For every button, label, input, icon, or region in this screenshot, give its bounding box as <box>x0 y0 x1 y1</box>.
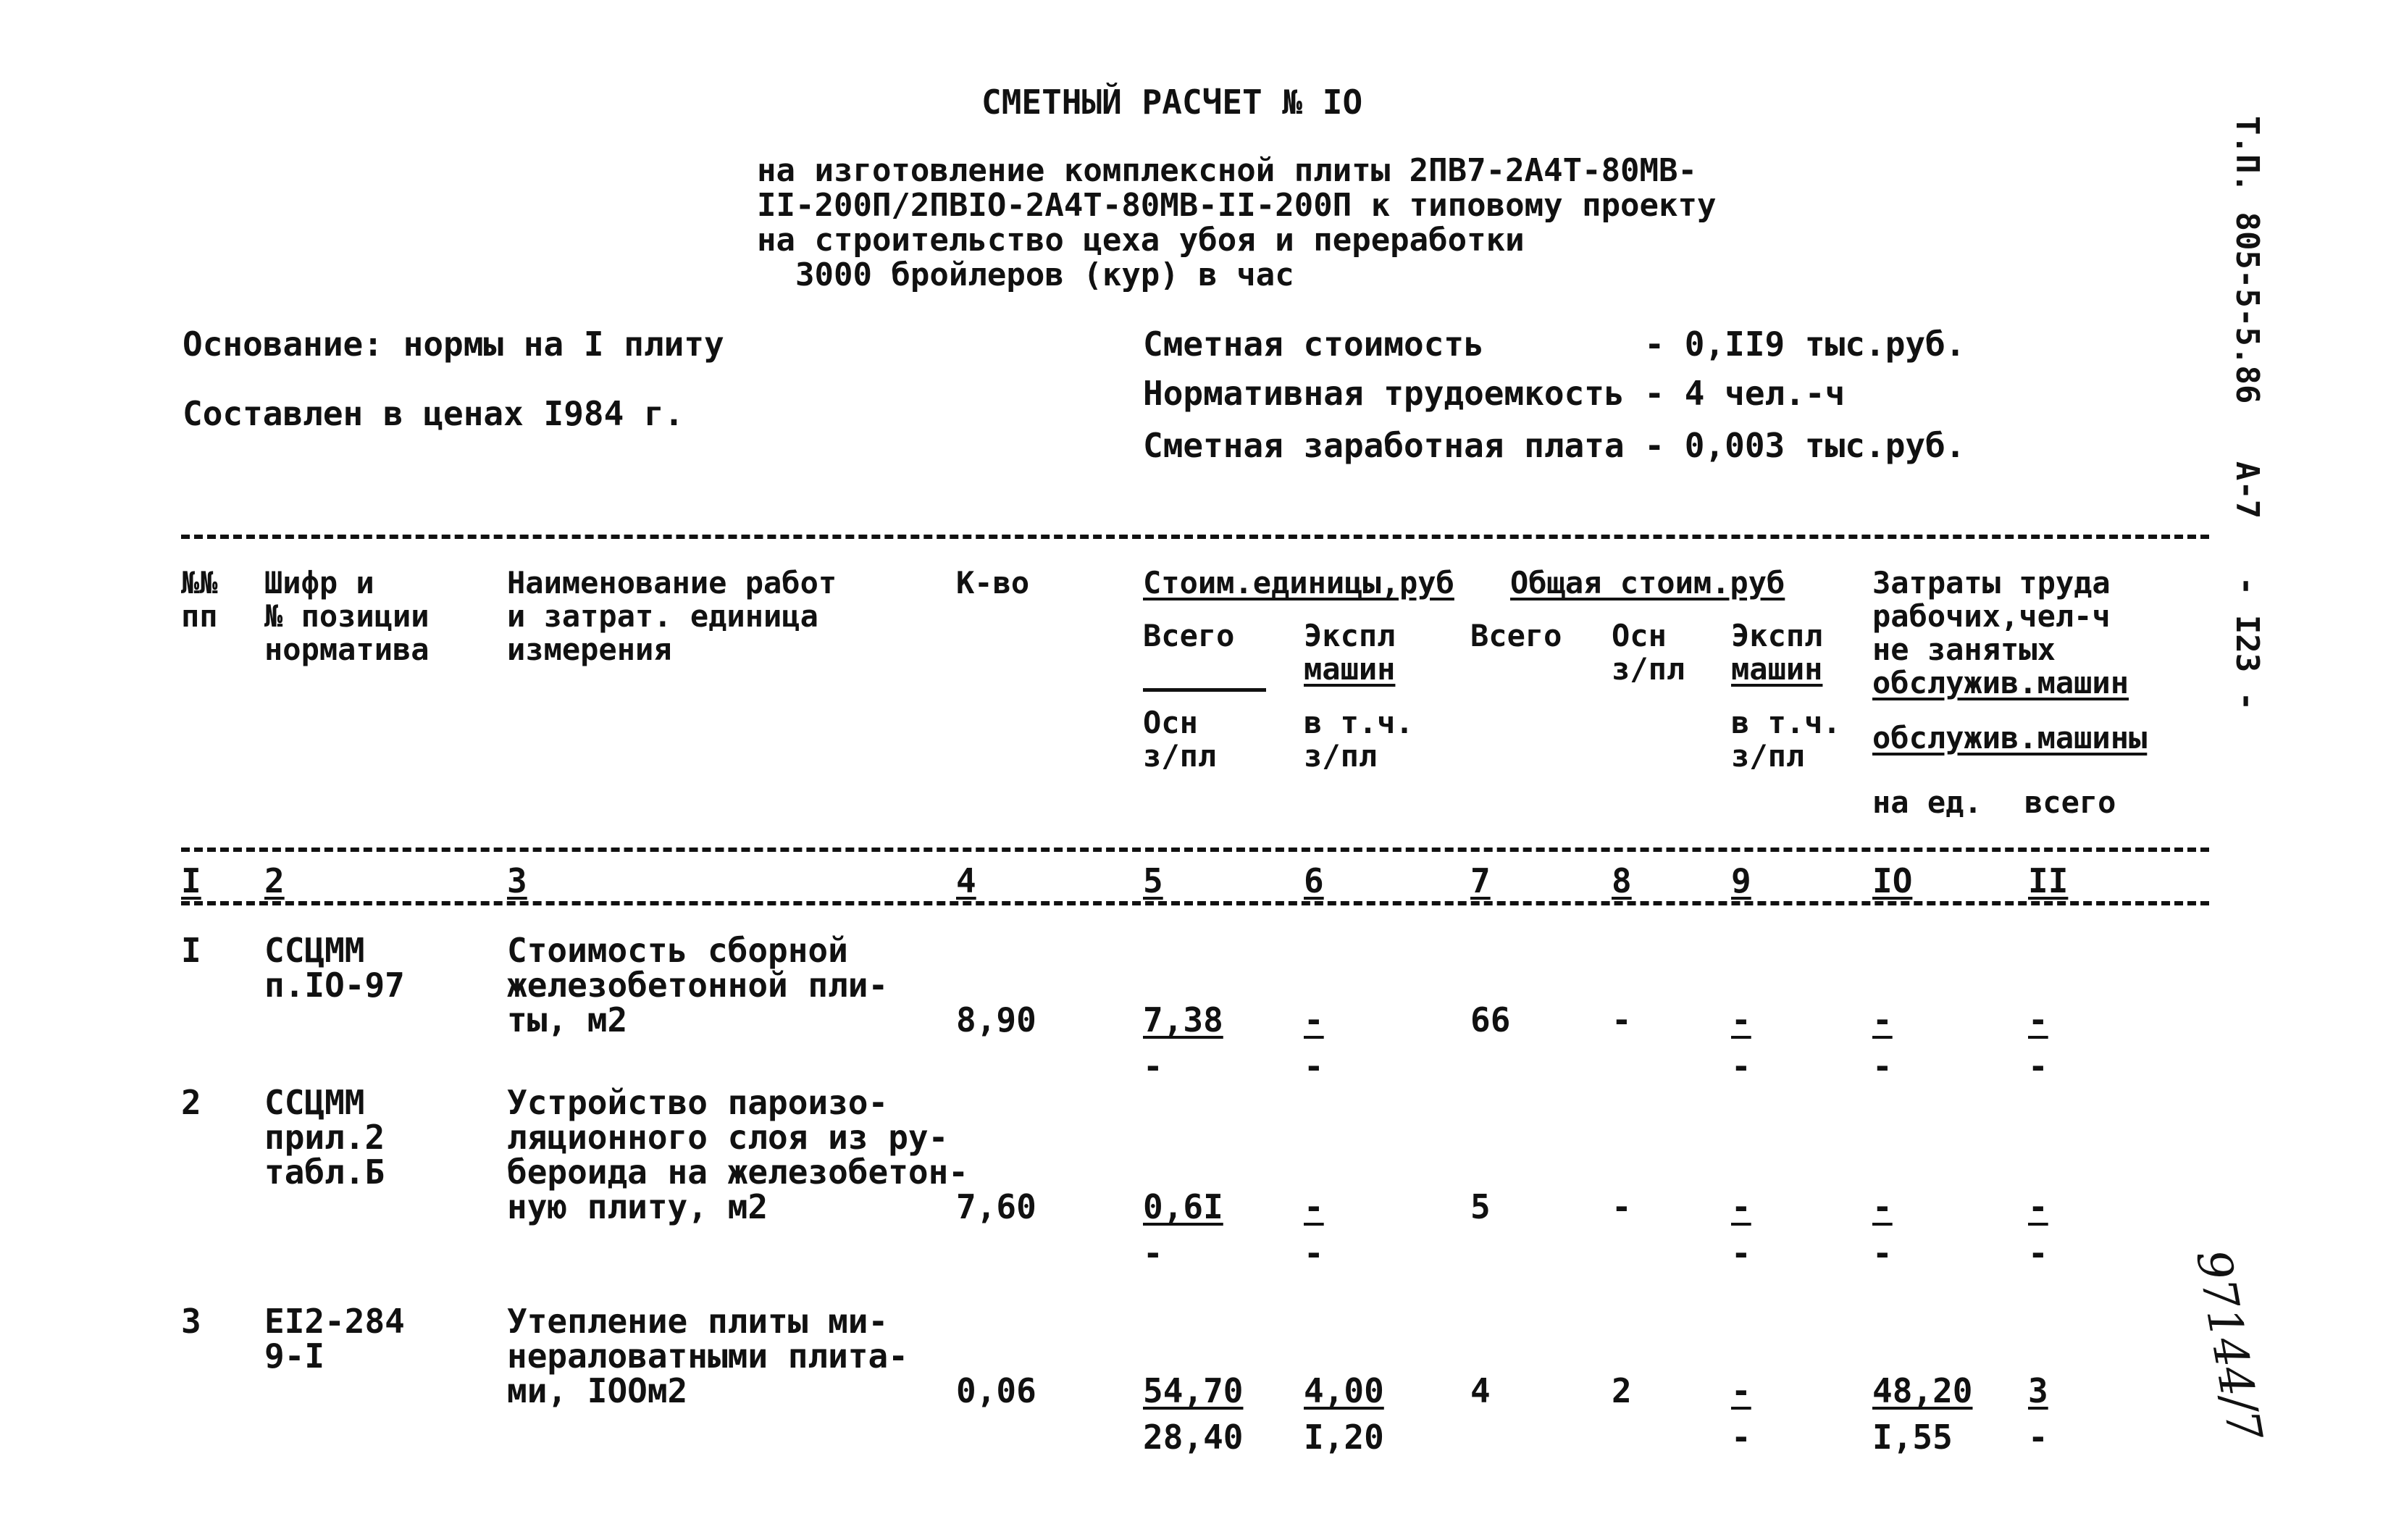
row-col9-wages: - <box>1731 1234 1751 1273</box>
col-number-9: 9 <box>1731 861 1751 900</box>
row-col6-machine: - <box>1304 1000 1324 1039</box>
basis-text: Основание: нормы на I плиту <box>183 325 724 364</box>
subtitle-line-4: 3000 бройлеров (кур) в час <box>757 256 1294 293</box>
row-code-line1: ССЦММ <box>264 1083 365 1122</box>
column-number-dashed-line <box>181 901 2209 905</box>
row-col11-total: 3 <box>2028 1371 2048 1410</box>
row-col10-per-unit: - <box>1872 1187 1893 1226</box>
row-col7-total: 4 <box>1470 1371 1491 1410</box>
row-name-line3: бероида на железобетон- <box>507 1152 968 1192</box>
header-col3-line1: Наименование работ <box>507 565 837 600</box>
row-col11-sub: - <box>2028 1418 2048 1457</box>
subtitle-line-2: II-200П/2ПВIO-2А4Т-80МВ-II-200П к типовому проекту <box>757 187 1717 224</box>
row-code-line2: 9-I <box>264 1336 325 1376</box>
header-col2-line3: норматива <box>264 632 430 667</box>
row-col7-total: 66 <box>1470 1000 1511 1039</box>
header-cost-unit: Стоим.единицы,руб <box>1143 565 1454 600</box>
row-quantity: 8,90 <box>956 1000 1036 1039</box>
row-code-line1: EI2-284 <box>264 1302 405 1341</box>
header-col6b-line2: з/пл <box>1304 738 1378 774</box>
row-col8-wages: - <box>1612 1187 1632 1226</box>
row-name-line3: ты, м2 <box>507 1000 628 1039</box>
header-col9-line2: машин <box>1731 651 1823 687</box>
header-labor-line1: Затраты труда <box>1872 565 2111 600</box>
row-number: I <box>181 931 201 970</box>
row-col10-sub: - <box>1872 1234 1893 1273</box>
col-number-11: II <box>2028 861 2069 900</box>
row-col5-wages: - <box>1143 1234 1163 1273</box>
row-col9-machine: - <box>1731 1187 1751 1226</box>
row-code-line1: ССЦММ <box>264 931 365 970</box>
header-col1-line1: №№ <box>181 565 218 600</box>
row-col5-wages: - <box>1143 1047 1163 1086</box>
row-col11-total: - <box>2028 1187 2048 1226</box>
col-number-3: 3 <box>507 861 527 900</box>
col-number-1: I <box>181 861 201 900</box>
col-number-8: 8 <box>1612 861 1632 900</box>
row-name-line1: Утепление плиты ми- <box>507 1302 889 1341</box>
row-col11-total: - <box>2028 1000 2048 1039</box>
header-col6-line1: Экспл <box>1304 618 1396 653</box>
row-name-line1: Стоимость сборной <box>507 931 848 970</box>
estimate-labor: Нормативная трудоемкость - 4 чел.-ч <box>1143 374 1846 413</box>
row-col6-wages: I,20 <box>1304 1418 1384 1457</box>
row-col9-wages: - <box>1731 1418 1751 1457</box>
row-col11-sub: - <box>2028 1234 2048 1273</box>
row-col10-per-unit: - <box>1872 1000 1893 1039</box>
row-col9-machine: - <box>1731 1371 1751 1410</box>
header-col6-line2: машин <box>1304 651 1396 687</box>
header-col9b-line1: в т.ч. <box>1731 705 1841 740</box>
header-col3-line2: и затрат. единица <box>507 598 818 634</box>
handwritten-note: 97144/7 <box>2185 1246 2272 1445</box>
row-quantity: 0,06 <box>956 1371 1036 1410</box>
header-labor-line3: не занятых <box>1872 632 2056 667</box>
header-labor-line2: рабочих,чел-ч <box>1872 598 2111 634</box>
row-col6-machine: 4,00 <box>1304 1371 1384 1410</box>
row-col6-wages: - <box>1304 1047 1324 1086</box>
row-name-line3: ми, IOOм2 <box>507 1371 688 1410</box>
row-col7-total: 5 <box>1470 1187 1491 1226</box>
side-document-code: Т.П. 805-5-5.86 А-7 - I23 - <box>2229 116 2266 711</box>
header-labor-sub2: обслужив.машины <box>1872 720 2148 756</box>
header-col8-line1: Осн <box>1612 618 1667 653</box>
header-col5-all: Всего <box>1143 618 1235 653</box>
row-number: 2 <box>181 1083 201 1122</box>
row-number: 3 <box>181 1302 201 1341</box>
header-bottom-dashed-line <box>181 848 2209 852</box>
table-top-dashed-line <box>181 535 2209 539</box>
header-total: всего <box>2024 784 2116 820</box>
row-col11-sub: - <box>2028 1047 2048 1086</box>
header-col3-line3: измерения <box>507 632 672 667</box>
col-number-2: 2 <box>264 861 285 900</box>
header-col5-rule <box>1143 688 1266 692</box>
row-name-line1: Устройство пароизо- <box>507 1083 889 1122</box>
row-col5-unit-cost: 54,70 <box>1143 1371 1244 1410</box>
col-number-4: 4 <box>956 861 976 900</box>
row-col5-unit-cost: 0,6I <box>1143 1187 1223 1226</box>
header-per-unit: на ед. <box>1872 784 1982 820</box>
header-col5b-line1: Осн <box>1143 705 1198 740</box>
header-col2-line1: Шифр и <box>264 565 374 600</box>
header-col9-line1: Экспл <box>1731 618 1823 653</box>
row-col8-wages: - <box>1612 1000 1632 1039</box>
row-code-line2: п.IO-97 <box>264 966 405 1005</box>
subtitle-line-1: на изготовление комплексной плиты 2ПВ7-2А4Т-80МВ- <box>757 152 1698 189</box>
row-name-line2: нераловатными плита- <box>507 1336 908 1376</box>
row-code-line2: прил.2 <box>264 1118 385 1157</box>
row-col5-unit-cost: 7,38 <box>1143 1000 1223 1039</box>
document-title: СМЕТНЫЙ РАСЧЕТ № IO <box>981 83 1363 122</box>
row-col10-sub: - <box>1872 1047 1893 1086</box>
header-col7-all: Всего <box>1470 618 1562 653</box>
compiled-text: Составлен в ценах I984 г. <box>183 394 684 433</box>
header-col8-line2: з/пл <box>1612 651 1685 687</box>
row-col10-sub: I,55 <box>1872 1418 1953 1457</box>
header-col4: К-во <box>956 565 1030 600</box>
header-col5b-line2: з/пл <box>1143 738 1217 774</box>
row-col9-wages: - <box>1731 1047 1751 1086</box>
estimate-wages: Сметная заработная плата - 0,003 тыс.руб. <box>1143 426 1966 465</box>
header-col2-line2: № позиции <box>264 598 430 634</box>
row-code-line3: табл.Б <box>264 1152 385 1192</box>
col-number-10: IO <box>1872 861 1913 900</box>
header-col1-line2: пп <box>181 598 218 634</box>
col-number-7: 7 <box>1470 861 1491 900</box>
row-col8-wages: 2 <box>1612 1371 1632 1410</box>
subtitle-line-3: на строительство цеха убоя и переработки <box>757 222 1525 259</box>
row-name-line2: ляционного слоя из ру- <box>507 1118 949 1157</box>
header-col9b-line2: з/пл <box>1731 738 1805 774</box>
header-col6b-line1: в т.ч. <box>1304 705 1414 740</box>
row-col6-wages: - <box>1304 1234 1324 1273</box>
row-quantity: 7,60 <box>956 1187 1036 1226</box>
row-name-line4: ную плиту, м2 <box>507 1187 768 1226</box>
estimate-cost: Сметная стоимость - 0,II9 тыс.руб. <box>1143 325 1966 364</box>
header-cost-total: Общая стоим.руб <box>1510 565 1785 600</box>
col-number-5: 5 <box>1143 861 1163 900</box>
col-number-6: 6 <box>1304 861 1324 900</box>
row-col6-machine: - <box>1304 1187 1324 1226</box>
header-labor-sub1: обслужив.машин <box>1872 665 2129 700</box>
row-col5-wages: 28,40 <box>1143 1418 1244 1457</box>
row-col10-per-unit: 48,20 <box>1872 1371 1973 1410</box>
row-name-line2: железобетонной пли- <box>507 966 889 1005</box>
row-col9-machine: - <box>1731 1000 1751 1039</box>
